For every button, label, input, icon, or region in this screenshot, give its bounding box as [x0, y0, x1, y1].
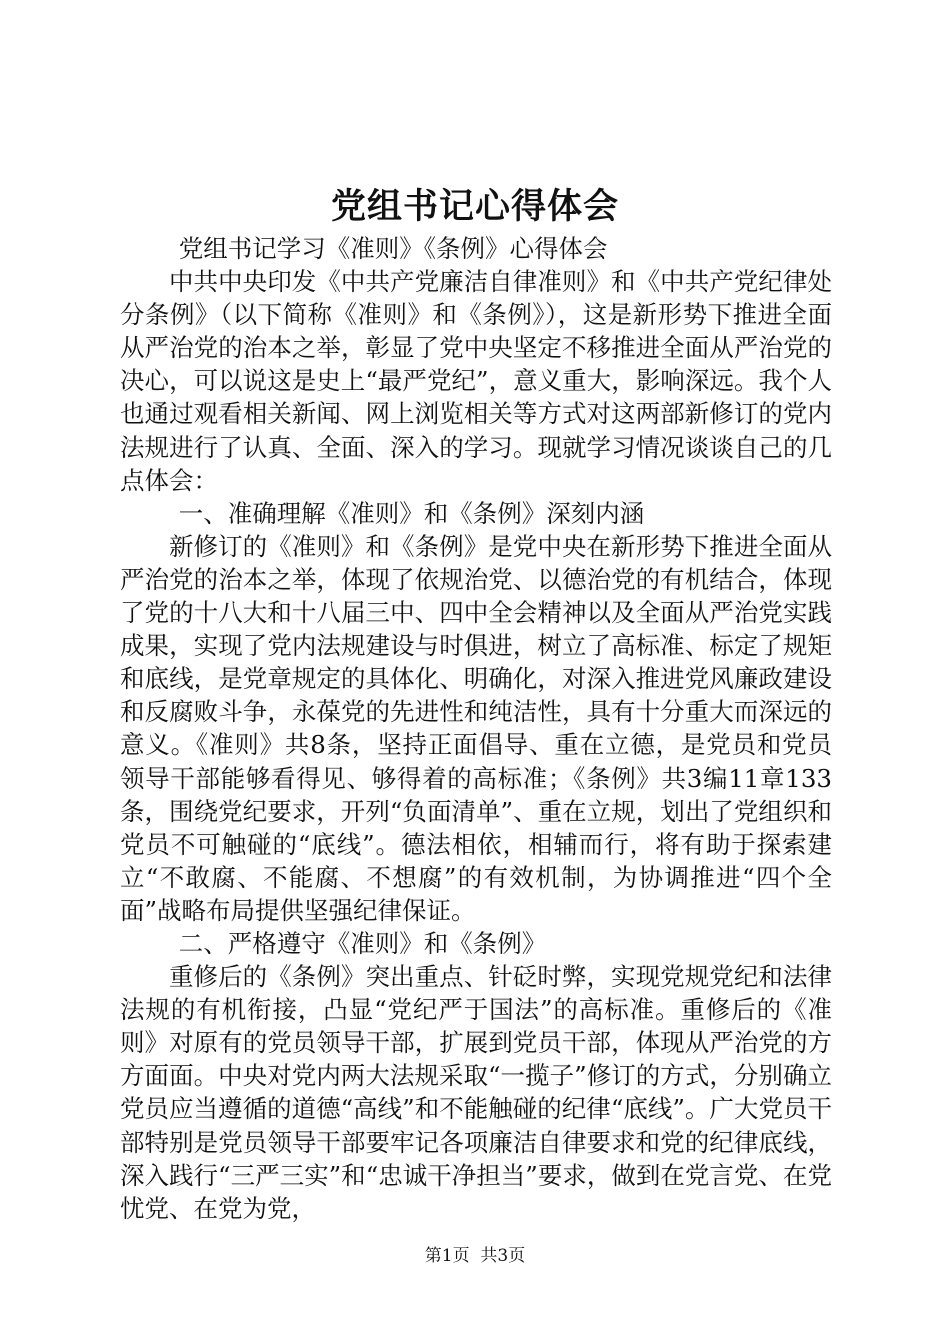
- intro-paragraph: 中共中央印发《中共产党廉洁自律准则》和《中共产党纪律处分条例》（以下简称《准则》和《条例》），这是新形势下推进全面从严治党的治本之举，彰显了党中央坚定不移推进全面从严治党的决心，可以说这是史上“最严党纪”，意义重大，影响深远。我个人也通过观看相关新闻、网上浏览相关等方式对这两部新修订的党内法规进行了认真、全面、深入的学习。现就学习情况谈谈自己的几点体会：: [120, 267, 832, 495]
- document-title: 党组书记心得体会: [330, 186, 619, 227]
- section-2-paragraph: 重修后的《条例》突出重点、针砭时弊，实现党规党纪和法律法规的有机衔接，凸显“党纪严于国法”的高标准。重修后的《准则》对原有的党员领导干部，扩展到党员干部，体现从严治党的方方面面。中央对党内两大法规采取“一揽子”修订的方式，分别确立党员应当遵循的道德“高线”和不能触碰的纪律“底线”。广大党员干部特别是党员领导干部要牢记各项廉洁自律要求和党的纪律底线，深入践行“三严三实”和“忠诚干净担当”要求，做到在党言党、在党忧党、在党为党，: [120, 962, 832, 1223]
- section-2-heading: 二、严格遵守《准则》和《条例》: [178, 928, 547, 958]
- document-subtitle: 党组书记学习《准则》《条例》心得体会: [178, 234, 608, 263]
- page-footer: 第1页 共3页: [424, 1246, 526, 1266]
- document-body: [120, 232, 832, 1225]
- section-1-heading: 一、准确理解《准则》和《条例》深刻内涵: [178, 498, 645, 528]
- section-1-paragraph: 新修订的《准则》和《条例》是党中央在新形势下推进全面从严治党的治本之举，体现了依规治党、以德治党的有机结合，体现了党的十八大和十八届三中、四中全会精神以及全面从严治党实践成果，实现了党内法规建设与时俱进，树立了高标准、标定了规矩和底线，是党章规定的具体化、明确化，对深入推进党风廉政建设和反腐败斗争，永葆党的先进性和纯洁性，具有十分重大而深远的意义。《准则》共8条，坚持正面倡导、重在立德，是党员和党员领导干部能够看得见、够得着的高标准；《条例》共3编11章133条，围绕党纪要求，开列“负面清单”、重在立规，划出了党组织和党员不可触碰的“底线”。德法相依，相辅而行，将有助于探索建立“不敢腐、不能腐、不想腐”的有效机制，为协调推进“四个全面”战略布局提供坚强纪律保证。: [120, 531, 832, 925]
